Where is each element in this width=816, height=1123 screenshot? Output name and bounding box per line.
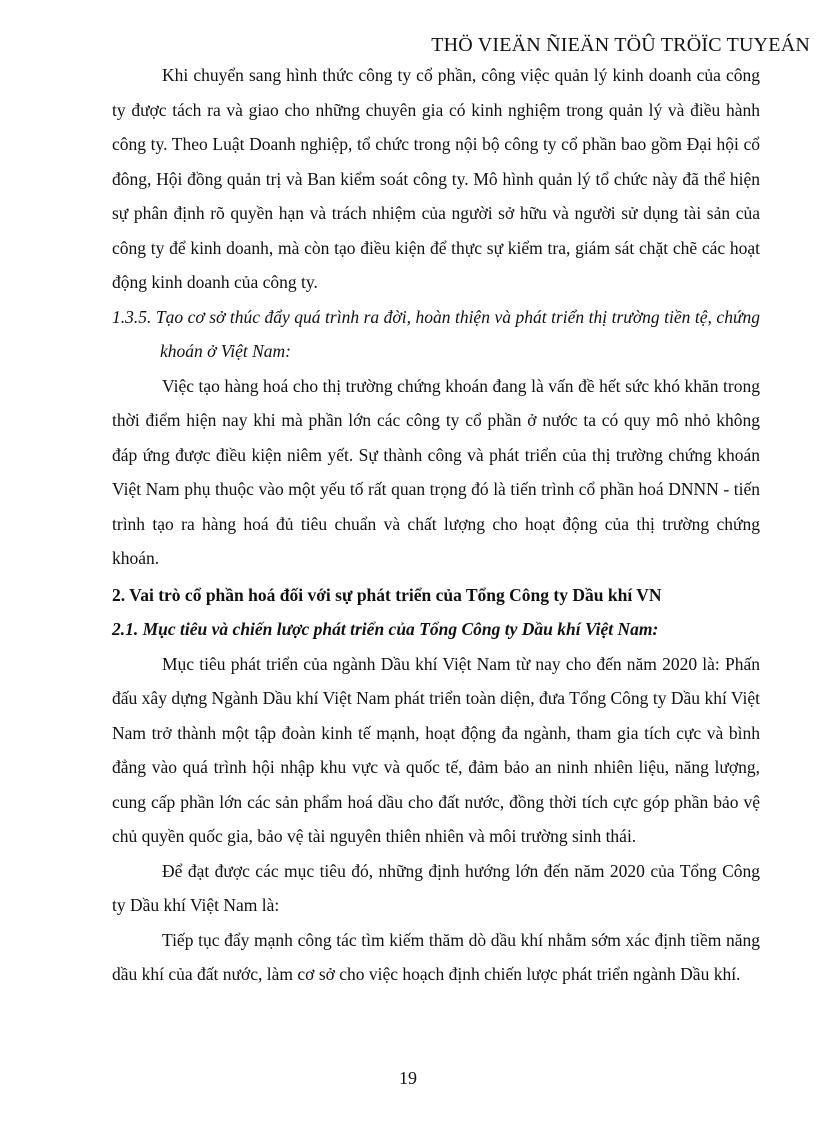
section-heading-2-1: 2.1. Mục tiêu và chiến lược phát triển của Tổng Công ty Dầu khí Việt Nam: [112,619,659,639]
paragraph-orientation-intro: Để đạt được các mục tiêu đó, những định hướng lớn đến năm 2020 của Tổng Công ty Dầu khí Việt Nam là: [112,860,760,915]
running-header: THÖ VIEÄN ÑIEÄN TÖÛ TRÖÏC TUYEÁN [431,34,810,56]
section-heading-1-3-5: 1.3.5. Tạo cơ sở thúc đẩy quá trình ra đời, hoàn thiện và phát triển thị trường tiền tệ, chứng khoán ở Việt Nam: [112,306,760,361]
page-number: 19 [399,1068,417,1088]
page-body [112,58,760,992]
paragraph-stock-market-goods: Việc tạo hàng hoá cho thị trường chứng khoán đang là vấn đề hết sức khó khăn trong thời điểm hiện nay khi mà phần lớn các công ty cổ phần ở nước ta có quy mô nhỏ không đáp ứng được điều kiện niêm yết. Sự thành công và phát triển của thị trường chứng khoán Việt Nam phụ thuộc vào một yếu tố rất quan trọng đó là tiến trình cổ phần hoá DNNN - tiến trình tạo ra hàng hoá đủ tiêu chuẩn và chất lượng cho hoạt động của thị trường chứng khoán. [112,375,760,568]
paragraph-development-goals: Mục tiêu phát triển của ngành Dầu khí Việt Nam từ nay cho đến năm 2020 là: Phấn đấu xây dựng Ngành Dầu khí Việt Nam phát triển toàn diện, đưa Tổng Công ty Dầu khí Việt Nam trở thành một tập đoàn kinh tế mạnh, hoạt động đa ngành, tham gia tích cực và bình đẳng vào quá trình hội nhập khu vực và quốc tế, đảm bảo an ninh nhiên liệu, năng lượng, cung cấp phần lớn các sản phẩm hoá dầu cho đất nước, đồng thời tích cực góp phần bảo vệ chủ quyền quốc gia, bảo vệ tài nguyên thiên nhiên và môi trường sinh thái. [112,653,760,846]
paragraph-shareholding-management: Khi chuyển sang hình thức công ty cổ phần, công việc quản lý kinh doanh của công ty được tách ra và giao cho những chuyên gia có kinh nghiệm trong quản lý và điều hành công ty. Theo Luật Doanh nghiệp, tổ chức trong nội bộ công ty cổ phần bao gồm Đại hội cổ đông, Hội đồng quản trị và Ban kiểm soát công ty. Mô hình quản lý tổ chức này đã thể hiện sự phân định rõ quyền hạn và trách nhiệm của người sở hữu và người sử dụng tài sản của công ty để kinh doanh, mà còn tạo điều kiện để thực sự kiểm tra, giám sát chặt chẽ các hoạt động kinh doanh của công ty. [112,65,760,292]
section-heading-2: 2. Vai trò cổ phần hoá đối với sự phát triển của Tổng Công ty Dầu khí VN [112,584,662,605]
paragraph-exploration: Tiếp tục đẩy mạnh công tác tìm kiếm thăm dò dầu khí nhằm sớm xác định tiềm năng dầu khí của đất nước, làm cơ sở cho việc hoạch định chiến lược phát triển ngành Dầu khí. [112,929,760,984]
